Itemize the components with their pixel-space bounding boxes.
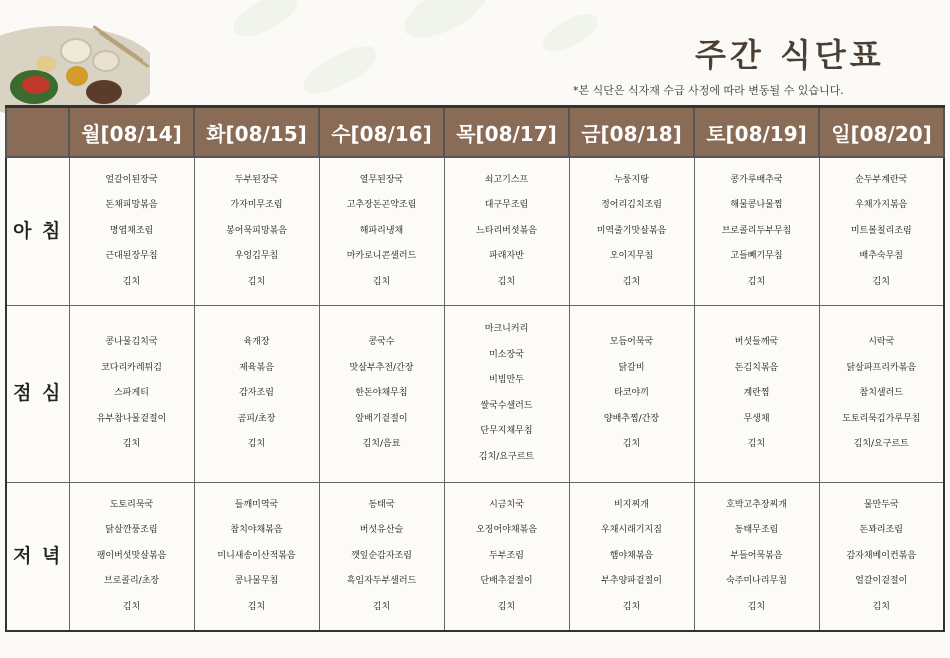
menu-item: 마카로니콘샐러드 xyxy=(346,251,417,262)
menu-item: 봉어묵피망볶음 xyxy=(226,225,287,236)
menu-item: 닭갈비 xyxy=(618,362,645,373)
menu-item: 배추숙무침 xyxy=(859,251,903,262)
menu-item: 김치 xyxy=(372,601,391,612)
page-title: 주간 식단표 xyxy=(695,36,885,74)
menu-item: 도토리묵국 xyxy=(109,499,154,510)
menu-cell xyxy=(444,483,569,631)
menu-item: 마크니커리 xyxy=(484,324,529,335)
weekly-menu-table xyxy=(5,105,945,632)
menu-item: 참치야채볶음 xyxy=(230,525,283,536)
menu-item: 김치 xyxy=(247,276,266,287)
menu-item: 파래자반 xyxy=(489,251,524,262)
menu-item: 육개장 xyxy=(243,337,270,348)
menu-item: 오징어야채볶음 xyxy=(476,525,537,536)
menu-cell xyxy=(194,157,319,305)
meal-label: 저 녁 xyxy=(6,483,69,631)
menu-item: 쇠고기스프 xyxy=(484,174,529,185)
menu-item: 미역줄기맛살볶음 xyxy=(596,225,667,236)
menu-item: 오이지무침 xyxy=(609,251,654,262)
header-corner xyxy=(6,107,69,158)
menu-item: 참치샐러드 xyxy=(859,388,903,399)
menu-item: 무생채 xyxy=(743,413,770,424)
menu-item: 콩나물무침 xyxy=(234,576,279,587)
menu-cell xyxy=(819,157,944,305)
menu-cell xyxy=(69,305,194,482)
menu-item: 김치/요구르트 xyxy=(478,451,535,462)
menu-cell xyxy=(694,157,819,305)
menu-item: 열무된장국 xyxy=(359,174,404,185)
day-header: 화[08/15] xyxy=(194,107,319,158)
menu-item: 팽이버섯맛살볶음 xyxy=(96,550,167,561)
menu-item: 콩가루배추국 xyxy=(730,174,783,185)
menu-cell xyxy=(444,157,569,305)
menu-item: 느타리버섯볶음 xyxy=(476,225,537,236)
menu-item: 브로콜리두부무침 xyxy=(721,225,792,236)
menu-cell xyxy=(819,483,944,631)
menu-item: 돈채피망볶음 xyxy=(105,200,158,211)
menu-item: 곰피/초장 xyxy=(237,413,276,424)
meal-row xyxy=(6,483,944,631)
menu-item: 우채가지볶음 xyxy=(855,200,908,211)
menu-item: 비지찌개 xyxy=(614,499,649,510)
menu-item: 순두부계란국 xyxy=(855,174,908,185)
menu-item: 김치 xyxy=(497,601,516,612)
menu-notice: *본 식단은 식자재 수급 사정에 따라 변동될 수 있습니다. xyxy=(573,84,844,97)
day-header: 일[08/20] xyxy=(819,107,944,158)
day-header: 목[08/17] xyxy=(444,107,569,158)
menu-item: 두부된장국 xyxy=(234,174,279,185)
leaf-decoration xyxy=(537,9,602,58)
menu-item: 비빔만두 xyxy=(489,375,524,386)
day-header: 월[08/14] xyxy=(69,107,194,158)
menu-item: 근대된장무침 xyxy=(105,251,158,262)
menu-cell xyxy=(319,305,444,482)
menu-cell xyxy=(819,305,944,482)
menu-item: 미트볼칠리조림 xyxy=(850,225,912,236)
menu-item: 김치 xyxy=(622,439,641,450)
menu-item: 콩국수 xyxy=(368,337,395,348)
menu-item: 맛살부추전/간장 xyxy=(349,362,414,373)
menu-item: 감자채베이컨볶음 xyxy=(846,550,917,561)
menu-item: 해파리냉채 xyxy=(359,225,404,236)
menu-item: 김치 xyxy=(747,439,766,450)
meal-row xyxy=(6,157,944,305)
menu-item: 가자미무조림 xyxy=(230,200,283,211)
menu-item: 모듬어묵국 xyxy=(609,337,654,348)
day-header: 수[08/16] xyxy=(319,107,444,158)
menu-item: 호박고추장찌개 xyxy=(726,499,787,510)
leaf-decoration xyxy=(396,0,494,47)
menu-item: 누룽지탕 xyxy=(614,174,649,185)
menu-item: 고들빼기무침 xyxy=(730,251,783,262)
menu-cell xyxy=(69,157,194,305)
menu-item: 동태국 xyxy=(368,499,395,510)
menu-cell xyxy=(569,483,694,631)
menu-cell xyxy=(69,483,194,631)
menu-item: 명엽채조림 xyxy=(109,225,154,236)
menu-item: 제육볶음 xyxy=(239,362,274,373)
menu-item: 알배기겉절이 xyxy=(355,413,408,424)
menu-item: 김치/요구르트 xyxy=(853,439,909,450)
menu-item: 들깨미역국 xyxy=(234,499,279,510)
menu-item: 김치 xyxy=(872,601,890,612)
day-header: 토[08/19] xyxy=(694,107,819,158)
menu-item: 대구무조림 xyxy=(484,200,529,211)
menu-item: 닭살파프리카볶음 xyxy=(846,362,917,373)
menu-item: 스파게티 xyxy=(114,388,149,399)
menu-item: 물만두국 xyxy=(863,499,899,510)
menu-item: 유부참나물겉절이 xyxy=(96,413,167,424)
menu-item: 김치 xyxy=(122,439,141,450)
menu-item: 해물콩나물찜 xyxy=(730,200,783,211)
menu-cell xyxy=(694,305,819,482)
menu-cell xyxy=(319,483,444,631)
menu-cell xyxy=(694,483,819,631)
menu-item: 김치/음료 xyxy=(362,439,401,450)
menu-item: 김치 xyxy=(122,601,141,612)
menu-item: 햄야채볶음 xyxy=(609,550,654,561)
menu-item: 도토리묵김가루무침 xyxy=(842,413,921,424)
leaf-decoration xyxy=(297,40,382,101)
menu-item: 김치 xyxy=(247,601,266,612)
menu-item: 브로콜리/초장 xyxy=(103,576,160,587)
menu-item: 김치 xyxy=(622,276,641,287)
menu-cell xyxy=(319,157,444,305)
menu-cell xyxy=(444,305,569,482)
menu-item: 흑임자두부샐러드 xyxy=(346,576,417,587)
menu-item: 우엉김무침 xyxy=(234,251,279,262)
leaf-decoration xyxy=(227,0,303,43)
menu-item: 깻잎순감자조림 xyxy=(351,550,412,561)
menu-item: 시락국 xyxy=(868,337,895,348)
menu-item: 숙주미나리무침 xyxy=(726,576,787,587)
day-header: 금[08/18] xyxy=(569,107,694,158)
menu-item: 콩나물김치국 xyxy=(105,337,158,348)
meal-label: 아 침 xyxy=(6,157,69,305)
menu-item: 계란찜 xyxy=(743,388,770,399)
menu-item: 부들어묵볶음 xyxy=(730,550,783,561)
menu-item: 김치 xyxy=(622,601,641,612)
menu-item: 김치 xyxy=(122,276,141,287)
menu-item: 김치 xyxy=(872,276,890,287)
menu-item: 얼갈이겉절이 xyxy=(855,576,908,587)
menu-item: 돈김치볶음 xyxy=(734,362,779,373)
menu-item: 김치 xyxy=(497,276,516,287)
menu-item: 코다리카레튀김 xyxy=(101,362,162,373)
menu-item: 김치 xyxy=(372,276,391,287)
food-photo xyxy=(0,18,150,113)
menu-item: 감자조림 xyxy=(239,388,274,399)
menu-item: 버섯들깨국 xyxy=(734,337,779,348)
meal-row xyxy=(6,305,944,482)
menu-cell xyxy=(194,483,319,631)
menu-item: 닭살깐풍조림 xyxy=(105,525,158,536)
menu-item: 동태무조림 xyxy=(734,525,779,536)
day-header-row xyxy=(6,107,944,158)
menu-item: 쌀국수샐러드 xyxy=(480,400,533,411)
menu-item: 타코야끼 xyxy=(614,388,649,399)
menu-cell xyxy=(569,305,694,482)
menu-item: 미니새송이산적볶음 xyxy=(217,550,296,561)
menu-item: 미소장국 xyxy=(489,349,524,360)
menu-item: 정어리김치조림 xyxy=(601,200,662,211)
menu-item: 두부조림 xyxy=(489,550,524,561)
menu-item: 우채시래기지짐 xyxy=(601,525,662,536)
menu-item: 단배추겉절이 xyxy=(480,576,533,587)
menu-item: 양배추찜/간장 xyxy=(603,413,660,424)
menu-item: 한돈야채무침 xyxy=(355,388,408,399)
menu-item: 김치 xyxy=(247,439,266,450)
menu-item: 고추장돈곤약조림 xyxy=(346,200,417,211)
menu-item: 얼갈이된장국 xyxy=(105,174,158,185)
menu-item: 단무지채무침 xyxy=(480,426,533,437)
menu-item: 시금치국 xyxy=(489,499,524,510)
menu-item: 부추양파겉절이 xyxy=(601,576,662,587)
menu-cell xyxy=(569,157,694,305)
menu-item: 김치 xyxy=(747,601,766,612)
menu-cell xyxy=(194,305,319,482)
meal-label: 점 심 xyxy=(6,305,69,482)
menu-item: 버섯유산슬 xyxy=(359,525,404,536)
menu-item: 김치 xyxy=(747,276,766,287)
menu-item: 돈꽈리조림 xyxy=(859,525,903,536)
